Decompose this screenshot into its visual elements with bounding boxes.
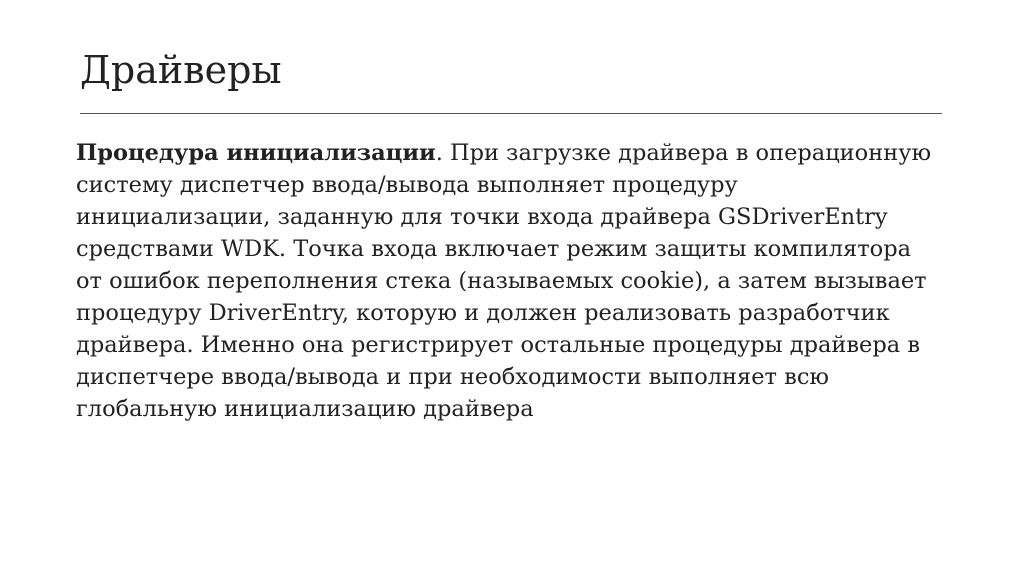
body-paragraph-text: . При загрузке драйвера в операционную систему диспетчер ввода/вывода выполняет процедуру инициализации, заданную для точки входа драйвера GSDriverEntry средствами WDK. Точка входа включает режим защиты компилятора от ошибок переполнения стека (называемых cookie), а затем вызывает процедуру DriverEntry, которую и должен реализовать разработчик драйвера. Именно она регистрирует остальные процедуры драйвера в диспетчере ввода/вывода и при необходимости выполняет всю глобальную инициализацию драйвера (76, 140, 932, 422)
slide-title: Драйверы (80, 48, 282, 92)
slide-body (76, 137, 936, 425)
body-lead-term: Процедура инициализации (76, 140, 436, 166)
title-divider (80, 113, 942, 114)
